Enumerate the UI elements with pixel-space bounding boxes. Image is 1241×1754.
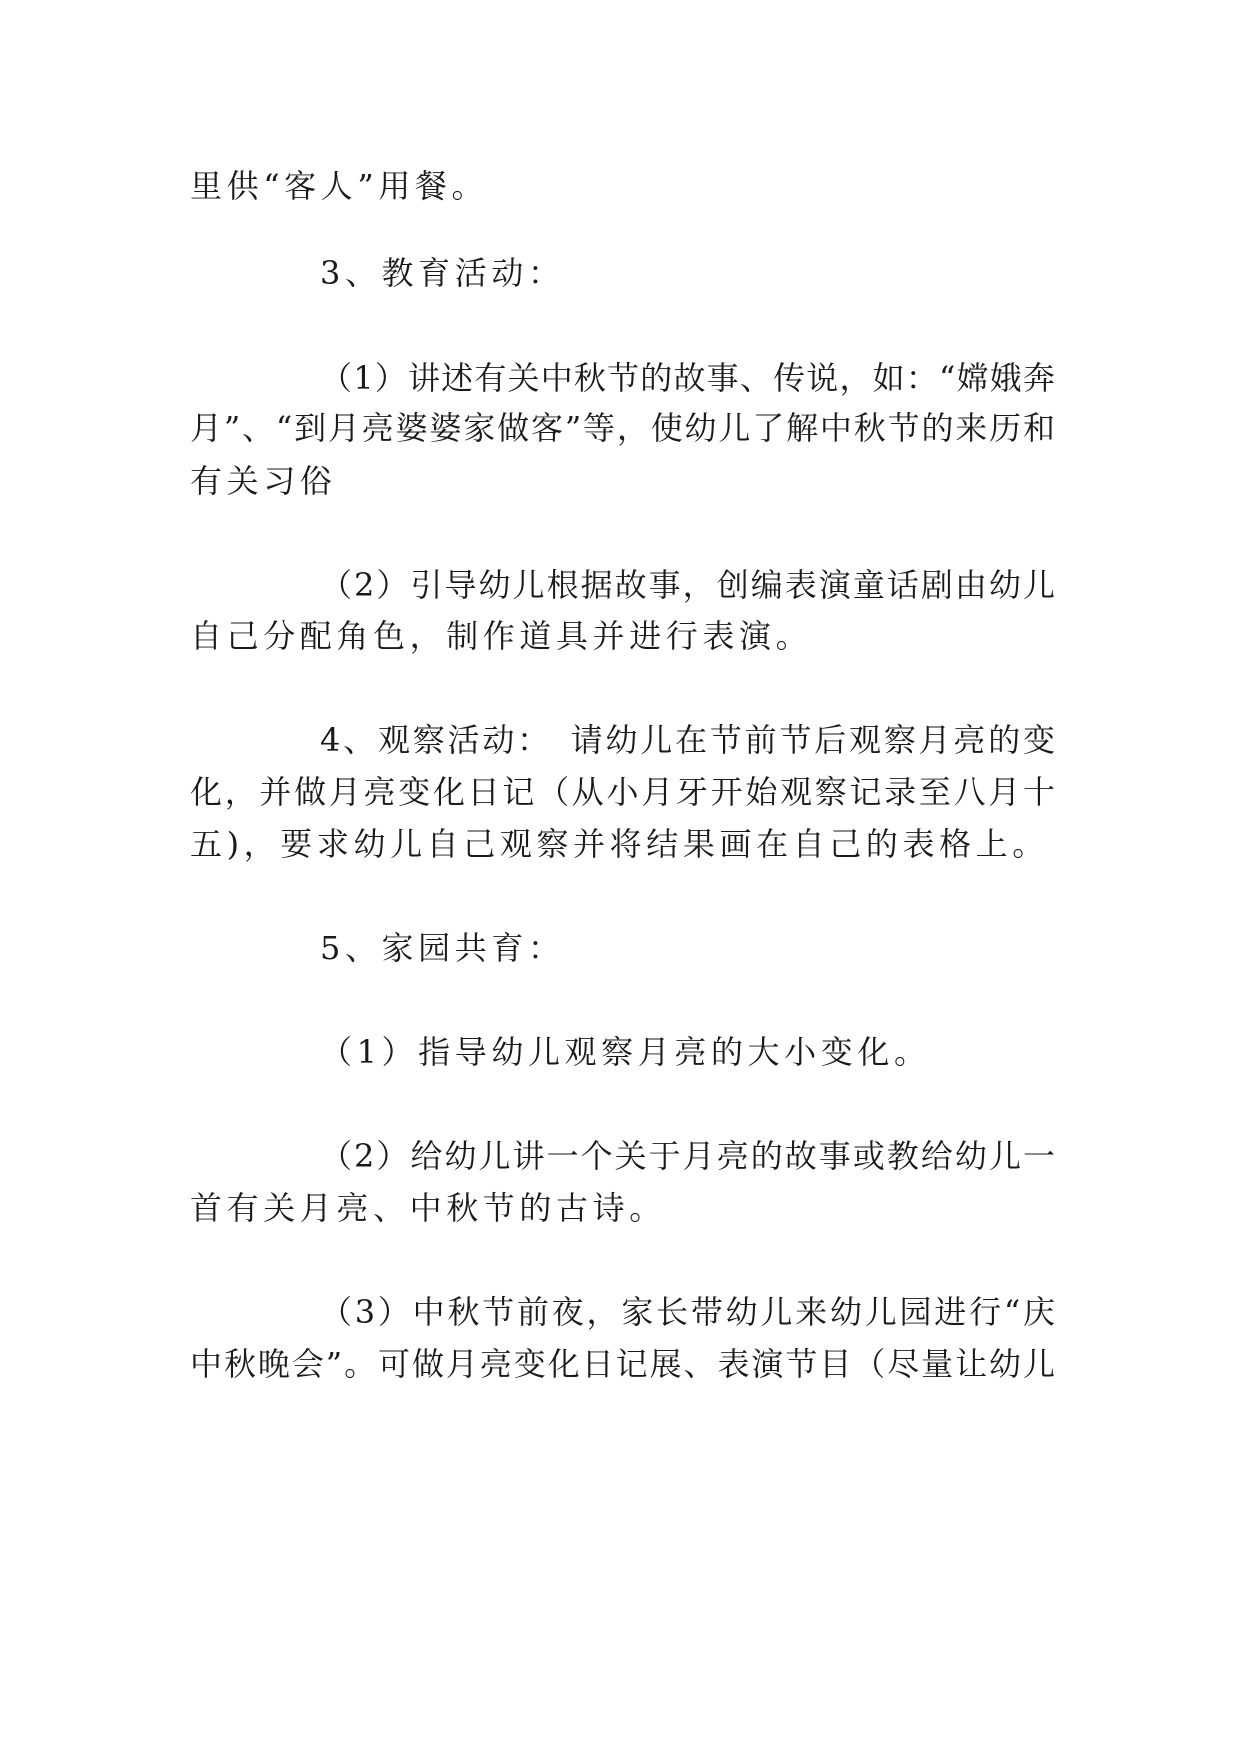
paragraph-line: （2）引导幼儿根据故事，创编表演童话剧由幼儿 [320,566,1055,604]
paragraph-line: 化，并做月亮变化日记（从小月牙开始观察记录至八月十 [190,773,1055,811]
paragraph-line: （3）中秋节前夜，家长带幼儿来幼儿园进行“庆 [320,1293,1055,1331]
paragraph-line: （1）指导幼儿观察月亮的大小变化。 [320,1033,931,1071]
paragraph-line: 里供“客人”用餐。 [190,167,489,205]
paragraph-line: 月”、“到月亮婆婆家做客”等，使幼儿了解中秋节的来历和 [190,409,1055,447]
paragraph-line: 有关习俗 [190,462,337,500]
paragraph-line: 自己分配角色，制作道具并进行表演。 [190,617,813,655]
paragraph-line: 4、观察活动： 请幼儿在节前节后观察月亮的变 [320,721,1055,759]
paragraph-line: （2）给幼儿讲一个关于月亮的故事或教给幼儿一 [320,1137,1055,1175]
section-heading-education: 3、教育活动： [320,254,565,292]
paragraph-line: 五)，要求幼儿自己观察并将结果画在自己的表格上。 [190,825,1049,863]
paragraph-line: 首有关月亮、中秋节的古诗。 [190,1189,666,1227]
paragraph-line: （1）讲述有关中秋节的故事、传说，如：“嫦娥奔 [320,359,1055,397]
paragraph-line: 中秋晚会”。可做月亮变化日记展、表演节目（尽量让幼儿 [190,1345,1055,1383]
section-heading-home-school: 5、家园共育： [320,929,565,967]
